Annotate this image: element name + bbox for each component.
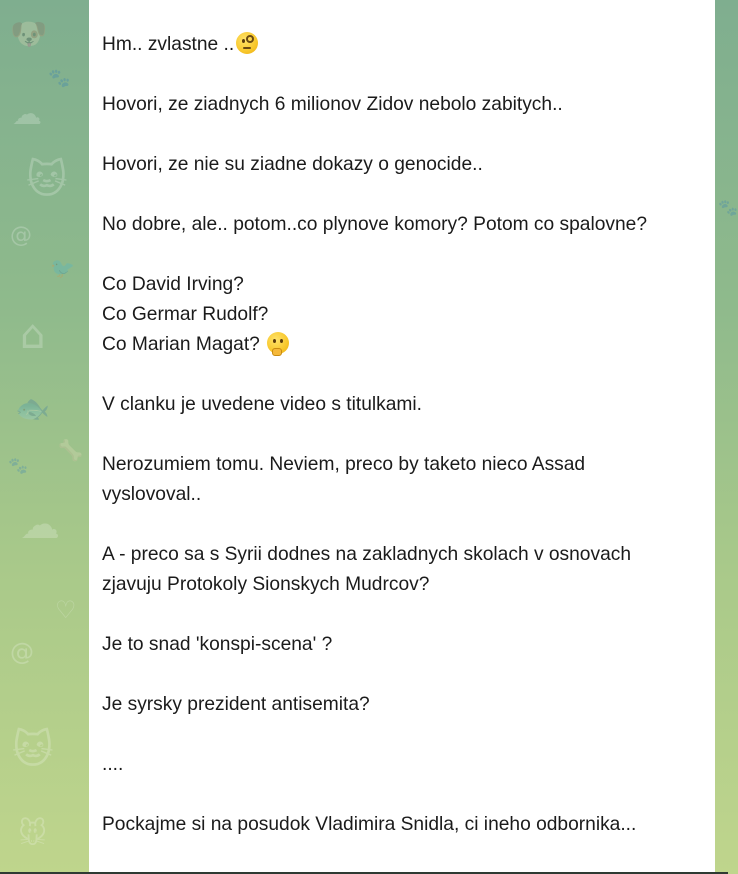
message-line: Je syrsky prezident antisemita? — [102, 694, 370, 715]
message-line: Hm.. zvlastne .. — [102, 30, 703, 60]
message-line: Co Marian Magat? — [102, 330, 703, 360]
mouse-doodle-icon: 🐭 — [18, 817, 48, 850]
message-line: Hovori, ze ziadnych 6 milionov Zidov nebolo zabitych.. — [102, 94, 563, 115]
paw-doodle-icon-3: 🐾 — [718, 198, 738, 217]
dog-doodle-icon: 🐶 — [10, 17, 48, 52]
message-line: Nerozumiem tomu. Neviem, preco by taketo nieco Assad — [102, 454, 586, 475]
message-line: Co David Irving? — [102, 274, 244, 295]
cloud-doodle-icon: ☁ — [20, 502, 60, 548]
message-bubble[interactable] — [89, 0, 715, 874]
paw-doodle-icon: 🐾 — [48, 68, 71, 89]
message-line: No dobre, ale.. potom..co plynove komory? Potom co spalovne? — [102, 214, 648, 235]
cat-doodle-icon: 🐱 — [26, 157, 68, 203]
message-line: .... — [102, 754, 124, 775]
bird-doodle-icon: 🐦 — [50, 256, 75, 280]
message-line: vyslovoval.. — [102, 484, 202, 505]
message-line: Co Germar Rudolf? — [102, 304, 269, 325]
angel-doodle-icon: ☁ — [12, 97, 42, 132]
cat-doodle-icon-2: 🐱 — [12, 727, 54, 773]
message-line: Pockajme si na posudok Vladimira Snidla, ci ineho odbornika... — [102, 814, 637, 835]
bone-doodle-icon: 🦴 — [58, 438, 83, 462]
spiral-doodle-icon-2: @ — [10, 638, 34, 666]
message-line: V clanku je uvedene video s titulkami. — [102, 394, 422, 415]
message-line: Je to snad 'konspi-scena' ? — [102, 634, 333, 655]
kennel-doodle-icon: ⌂ — [20, 312, 46, 358]
message-line: zjavuju Protokoly Sionskych Mudrcov? — [102, 574, 430, 595]
face-with-monocle-icon — [236, 32, 258, 54]
thinking-face-icon — [267, 332, 289, 354]
message-line: A - preco sa s Syrii dodnes na zakladnych skolach v osnovach — [102, 544, 632, 565]
heart-doodle-icon: ♡ — [55, 596, 77, 624]
paw-doodle-icon-2: 🐾 — [8, 456, 28, 475]
message-line: Hovori, ze nie su ziadne dokazy o genocide.. — [102, 154, 483, 175]
spiral-doodle-icon: @ — [10, 223, 32, 248]
fish-bone-doodle-icon: 🐟 — [15, 392, 50, 425]
